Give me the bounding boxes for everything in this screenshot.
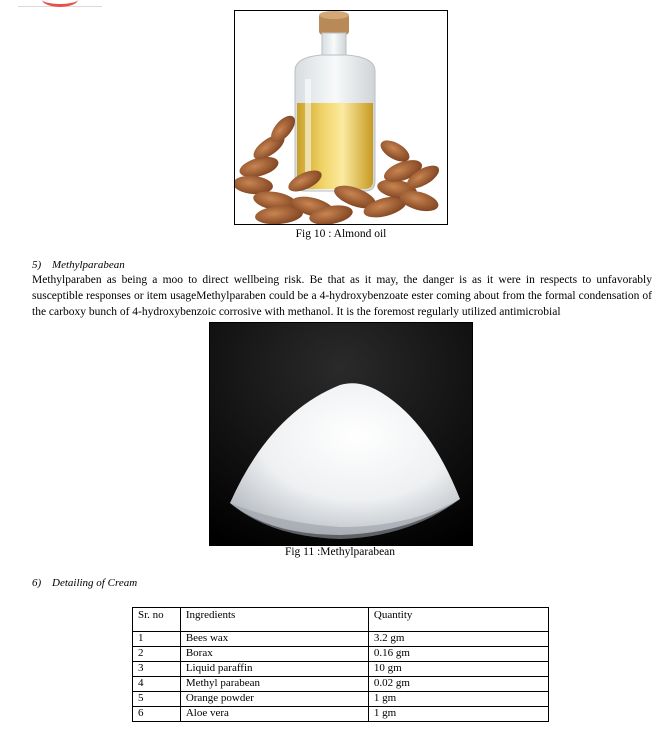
- cell-sr-no: 1: [133, 632, 181, 647]
- cell-ingredient: Liquid paraffin: [180, 662, 368, 677]
- cell-quantity: 1 gm: [368, 692, 548, 707]
- header-ingredients: Ingredients: [180, 608, 368, 632]
- almond-oil-illustration: [235, 11, 447, 224]
- table-row: [133, 647, 549, 662]
- table-row: [133, 677, 549, 692]
- methylparaben-image: [209, 322, 473, 546]
- almond-oil-image: [234, 10, 448, 225]
- header-sr-no: Sr. no: [133, 608, 181, 632]
- cell-ingredient: Orange powder: [180, 692, 368, 707]
- cell-sr-no: 4: [133, 677, 181, 692]
- section-6-heading: [32, 577, 137, 589]
- section-5-paragraph: Methylparaben as being a moo to direct wellbeing risk. Be that as it may, the danger is as it were in respects to unfavorably susceptible responses or item usageMethylparaben could be a 4-hydroxybenzoate ester coming about from the formal condensation of the carboxy bunch of 4-hydroxybenzoic corrosive with methanol. It is the foremost regularly utilized antimicrobial: [32, 274, 652, 318]
- cell-ingredient: Borax: [180, 647, 368, 662]
- table-row: [133, 632, 549, 647]
- logo-swoosh-icon: [42, 0, 78, 7]
- cell-quantity: 3.2 gm: [368, 632, 548, 647]
- section-5-heading: [32, 259, 125, 271]
- cell-sr-no: 3: [133, 662, 181, 677]
- table-row: [133, 707, 549, 722]
- cell-sr-no: 6: [133, 707, 181, 722]
- cell-quantity: 1 gm: [368, 707, 548, 722]
- figure-11-caption: Fig 11 :Methylparabean: [284, 546, 396, 558]
- section-5-title: Methylparabean: [52, 259, 125, 271]
- section-6-number: 6): [32, 577, 42, 589]
- section-5-number: 5): [32, 259, 42, 271]
- powder-pile-illustration: [210, 323, 472, 545]
- cell-sr-no: 5: [133, 692, 181, 707]
- cell-ingredient: Aloe vera: [180, 707, 368, 722]
- cell-ingredient: Bees wax: [180, 632, 368, 647]
- header-quantity: Quantity: [368, 608, 548, 632]
- cell-quantity: 10 gm: [368, 662, 548, 677]
- cream-ingredients-table: [132, 607, 549, 722]
- cell-ingredient: Methyl parabean: [180, 677, 368, 692]
- cell-sr-no: 2: [133, 647, 181, 662]
- cell-quantity: 0.02 gm: [368, 677, 548, 692]
- section-6-title: Detailing of Cream: [52, 577, 138, 589]
- figure-10-caption: Fig 10 : Almond oil: [295, 228, 387, 240]
- table-header-row: [133, 608, 549, 632]
- table-row: [133, 692, 549, 707]
- cell-quantity: 0.16 gm: [368, 647, 548, 662]
- table-row: [133, 662, 549, 677]
- journal-logo-fragment: [18, 0, 102, 7]
